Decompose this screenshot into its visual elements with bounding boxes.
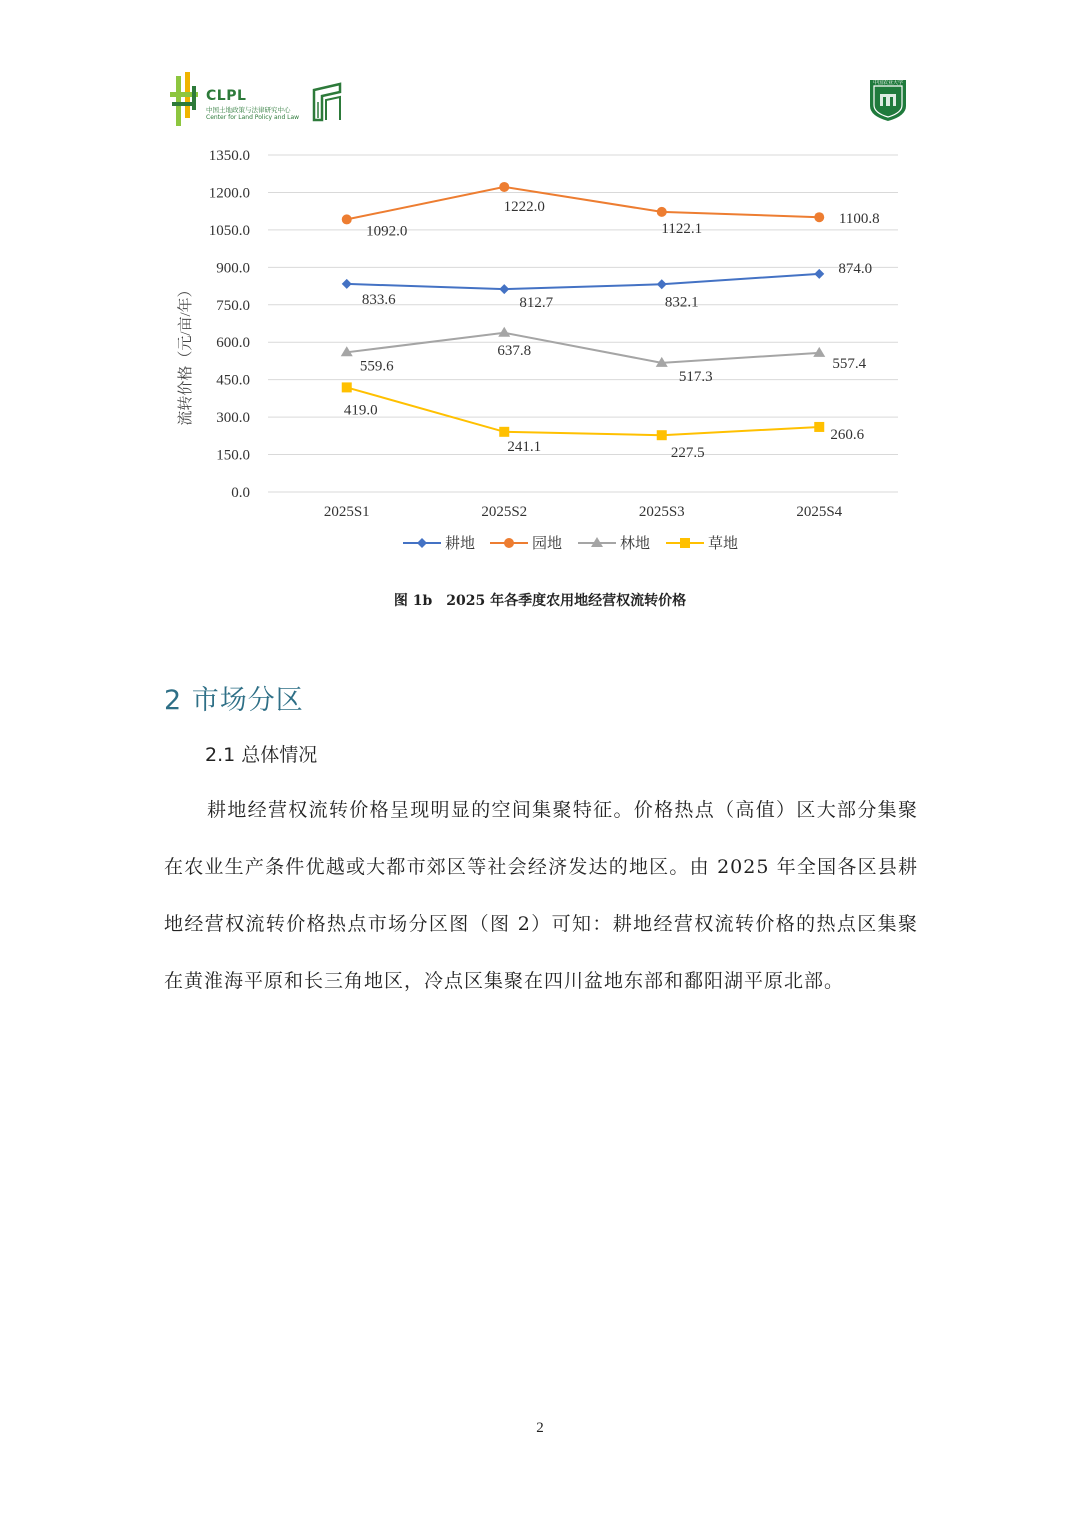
legend-label: 草地 <box>708 536 739 552</box>
legend-item <box>666 534 738 552</box>
series-line <box>347 333 820 363</box>
y-tick-label: 450.0 <box>216 372 250 389</box>
data-label: 1222.0 <box>503 198 545 215</box>
y-axis-label: 流转价格（元/亩/年） <box>178 282 194 426</box>
data-point <box>814 269 824 279</box>
legend-label: 林地 <box>620 536 651 552</box>
building-logo-icon <box>312 82 344 122</box>
series-耕地 <box>342 261 872 311</box>
y-tick-label: 1350.0 <box>208 148 250 164</box>
chart-grid <box>268 155 898 492</box>
data-label: 637.8 <box>497 342 532 359</box>
data-label: 1092.0 <box>366 223 408 240</box>
body-paragraph: 耕地经营权流转价格呈现明显的空间集聚特征。价格热点（高值）区大部分集聚在农业生产条件优越或大都市郊区等社会经济发达的地区。由 2025 年全国各区县耕地经营权流转价格热点市场分区图（图 2）可知：耕地经营权流转价格的热点区集聚在黄淮海平原和长三角地区，冷点区集聚在四川盆地东部和鄱阳湖平原北部。 <box>164 799 918 992</box>
y-tick-label: 750.0 <box>216 297 250 314</box>
data-point <box>504 538 514 548</box>
data-point <box>814 212 824 222</box>
x-tick-label: 2025S1 <box>323 504 370 520</box>
logo-en-name: Center for Land Policy and Law <box>206 114 300 121</box>
data-point <box>680 538 690 548</box>
series-草地 <box>342 382 865 461</box>
data-label: 1122.1 <box>661 220 703 237</box>
data-point <box>814 422 824 432</box>
series-line <box>347 387 820 435</box>
section-heading: 2 市场分区 <box>164 685 304 716</box>
legend-item <box>578 534 650 552</box>
data-point <box>657 279 667 289</box>
x-tick-label: 2025S4 <box>796 504 843 520</box>
x-tick-label: 2025S2 <box>481 504 528 520</box>
legend-label: 园地 <box>532 536 563 552</box>
y-tick-label: 900.0 <box>216 260 250 277</box>
figure-caption: 图 1b 2025 年各季度农用地经营权流转价格 <box>393 593 687 609</box>
series-林地 <box>341 327 867 385</box>
data-label: 874.0 <box>838 260 873 277</box>
series-line <box>347 274 820 289</box>
line-chart <box>0 140 1080 580</box>
data-label: 557.4 <box>832 355 867 372</box>
data-label: 559.6 <box>359 358 394 375</box>
subsection-heading: 2.1 总体情况 <box>205 744 318 766</box>
data-point <box>499 427 509 437</box>
data-label: 832.1 <box>664 294 699 311</box>
series-line <box>347 187 820 219</box>
data-label: 833.6 <box>361 291 396 308</box>
logo-brand: CLPL <box>206 88 247 104</box>
y-tick-label: 0.0 <box>231 485 250 501</box>
series-园地 <box>342 182 880 239</box>
page-number: 2 <box>536 1420 544 1436</box>
data-point <box>498 327 510 337</box>
data-label: 260.6 <box>830 426 865 443</box>
data-point <box>657 430 667 440</box>
data-label: 241.1 <box>507 438 542 455</box>
data-point <box>499 284 509 294</box>
chart-legend <box>403 534 738 552</box>
x-tick-label: 2025S3 <box>638 504 685 520</box>
y-axis-ticks <box>209 148 250 501</box>
logo-cn-name: 中国土地政策与法律研究中心 <box>206 106 291 114</box>
data-label: 517.3 <box>678 368 713 385</box>
legend-label: 耕地 <box>445 536 476 552</box>
legend-item <box>490 534 562 552</box>
data-point <box>813 347 825 357</box>
clpl-logo <box>168 72 358 130</box>
data-label: 1100.8 <box>838 211 880 228</box>
data-point <box>342 279 352 289</box>
x-axis-ticks <box>324 504 843 520</box>
data-label: 812.7 <box>519 295 554 312</box>
data-point <box>499 182 509 192</box>
legend-item <box>403 534 475 552</box>
university-logo <box>868 76 908 122</box>
university-name: 中国农业大学 <box>872 80 903 86</box>
y-tick-label: 150.0 <box>216 447 250 464</box>
data-point <box>342 382 352 392</box>
y-tick-label: 1050.0 <box>208 222 250 239</box>
data-point <box>342 214 352 224</box>
chart-series <box>341 182 880 461</box>
y-tick-label: 600.0 <box>216 335 250 352</box>
clpl-emblem-icon <box>168 72 208 130</box>
data-label: 419.0 <box>343 402 378 419</box>
data-point <box>417 538 427 548</box>
data-label: 227.5 <box>670 445 705 462</box>
y-tick-label: 1200.0 <box>208 185 250 202</box>
y-tick-label: 300.0 <box>216 410 250 427</box>
data-point <box>657 207 667 217</box>
